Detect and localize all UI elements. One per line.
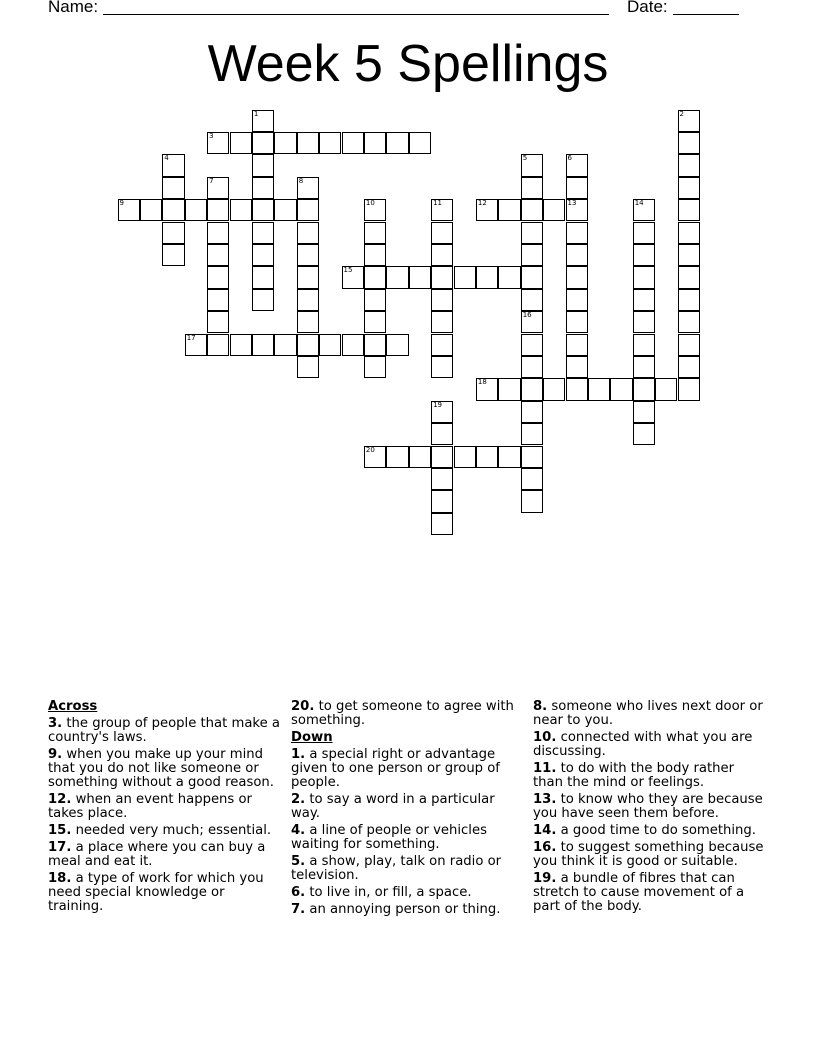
- crossword-cell[interactable]: [521, 154, 543, 176]
- crossword-cell[interactable]: [185, 199, 207, 221]
- clue-number: 7.: [291, 902, 306, 917]
- clue-number: 18.: [48, 871, 72, 886]
- crossword-cell[interactable]: [274, 199, 296, 221]
- down-clue: [533, 824, 765, 838]
- crossword-cell[interactable]: [633, 423, 655, 445]
- crossword-cell[interactable]: [297, 132, 319, 154]
- crossword-cell[interactable]: [610, 378, 632, 400]
- crossword-cell[interactable]: [431, 199, 453, 221]
- crossword-cell[interactable]: [431, 446, 453, 468]
- crossword-cell[interactable]: [431, 266, 453, 288]
- crossword-cell[interactable]: [252, 110, 274, 132]
- clue-number: 3: [209, 131, 214, 140]
- crossword-cell[interactable]: [521, 311, 543, 333]
- crossword-cell[interactable]: [386, 446, 408, 468]
- crossword-cell[interactable]: [566, 378, 588, 400]
- clue-number: 13: [567, 199, 577, 208]
- crossword-cell[interactable]: [207, 132, 229, 154]
- crossword-cell[interactable]: [409, 446, 431, 468]
- crossword-cell[interactable]: [454, 446, 476, 468]
- crossword-cell[interactable]: [252, 132, 274, 154]
- clue-text: when an event happens or takes place.: [48, 792, 252, 821]
- crossword-cell[interactable]: [521, 244, 543, 266]
- crossword-cell[interactable]: [521, 401, 543, 423]
- clue-text: someone who lives next door or near to you.: [533, 699, 763, 728]
- clue-text: a good time to do something.: [556, 823, 756, 838]
- down-clue-list: [291, 748, 523, 917]
- crossword-cell[interactable]: [566, 154, 588, 176]
- crossword-cell[interactable]: [678, 154, 700, 176]
- crossword-cell[interactable]: [364, 266, 386, 288]
- across-clue-list: [48, 717, 280, 914]
- clue-text: connected with what you are discussing.: [533, 730, 753, 759]
- crossword-cell[interactable]: [297, 244, 319, 266]
- crossword-cell[interactable]: [409, 132, 431, 154]
- clues-column-2: [291, 700, 523, 920]
- clue-text: to get someone to agree with something.: [291, 699, 514, 728]
- clue-number: 5: [522, 154, 528, 163]
- clue-text: the group of people that make a country's laws.: [48, 716, 280, 745]
- clue-number: 13.: [533, 792, 557, 807]
- crossword-cell[interactable]: [230, 199, 252, 221]
- down-clue: [291, 793, 523, 821]
- crossword-cell[interactable]: [588, 378, 610, 400]
- crossword-cell[interactable]: [252, 266, 274, 288]
- crossword-cell[interactable]: [207, 244, 229, 266]
- crossword-cell[interactable]: [566, 266, 588, 288]
- down-clue: [533, 731, 765, 759]
- crossword-cell[interactable]: [162, 222, 184, 244]
- crossword-cell[interactable]: [543, 378, 565, 400]
- crossword-cell[interactable]: [185, 334, 207, 356]
- crossword-cell[interactable]: [274, 132, 296, 154]
- crossword-cell[interactable]: [521, 423, 543, 445]
- down-clue: [291, 886, 523, 900]
- clues-column-1: [48, 700, 280, 917]
- crossword-cell[interactable]: [566, 199, 588, 221]
- crossword-cell[interactable]: [252, 289, 274, 311]
- crossword-cell[interactable]: [431, 244, 453, 266]
- crossword-cell[interactable]: [678, 110, 700, 132]
- crossword-cell[interactable]: [566, 334, 588, 356]
- date-label: Date:: [627, 0, 668, 16]
- clue-number: 11: [433, 199, 443, 208]
- crossword-cell[interactable]: [566, 311, 588, 333]
- crossword-cell[interactable]: [364, 199, 386, 221]
- down-clue: [291, 903, 523, 917]
- crossword-cell[interactable]: [230, 334, 252, 356]
- crossword-cell[interactable]: [207, 289, 229, 311]
- clue-number: 6.: [291, 885, 306, 900]
- crossword-cell[interactable]: [543, 199, 565, 221]
- crossword-cell[interactable]: [364, 356, 386, 378]
- crossword-cell[interactable]: [207, 222, 229, 244]
- crossword-cell[interactable]: [274, 334, 296, 356]
- crossword-cell[interactable]: [162, 199, 184, 221]
- crossword-cell[interactable]: [364, 311, 386, 333]
- crossword-cell[interactable]: [454, 266, 476, 288]
- crossword-cell[interactable]: [207, 266, 229, 288]
- crossword-cell[interactable]: [633, 378, 655, 400]
- crossword-cell[interactable]: [252, 222, 274, 244]
- crossword-cell[interactable]: [431, 401, 453, 423]
- crossword-cell[interactable]: [498, 378, 520, 400]
- crossword-cell[interactable]: [633, 356, 655, 378]
- crossword-cell[interactable]: [431, 356, 453, 378]
- crossword-cell[interactable]: [678, 334, 700, 356]
- page-title: Week 5 Spellings: [207, 35, 609, 93]
- clue-text: to do with the body rather than the mind or feelings.: [533, 761, 735, 790]
- clue-number: 9.: [48, 747, 63, 762]
- crossword-cell[interactable]: [342, 132, 364, 154]
- crossword-cell[interactable]: [633, 199, 655, 221]
- crossword-cell[interactable]: [633, 311, 655, 333]
- crossword-cell[interactable]: [678, 177, 700, 199]
- crossword-cell[interactable]: [386, 334, 408, 356]
- crossword-cell[interactable]: [678, 356, 700, 378]
- down-clue: [533, 793, 765, 821]
- clue-number: 1: [253, 109, 259, 118]
- across-clue: [48, 793, 280, 821]
- crossword-cell[interactable]: [431, 334, 453, 356]
- crossword-cell[interactable]: [297, 199, 319, 221]
- clue-text: a place where you can buy a meal and eat it.: [48, 840, 266, 869]
- crossword-cell[interactable]: [678, 311, 700, 333]
- clue-number: 3.: [48, 716, 63, 731]
- crossword-cell[interactable]: [521, 222, 543, 244]
- crossword-cell[interactable]: [566, 289, 588, 311]
- crossword-cell[interactable]: [207, 199, 229, 221]
- crossword-cell[interactable]: [633, 244, 655, 266]
- down-clue: [533, 872, 765, 914]
- clue-number: 18: [477, 378, 487, 387]
- crossword-cell[interactable]: [476, 378, 498, 400]
- clue-number: 1.: [291, 747, 306, 762]
- crossword-cell[interactable]: [521, 356, 543, 378]
- across-clue: [48, 824, 280, 838]
- crossword-cell[interactable]: [633, 289, 655, 311]
- clue-text: a type of work for which you need special knowledge or training.: [48, 871, 264, 914]
- crossword-cell[interactable]: [633, 401, 655, 423]
- clue-text: to suggest something because you think it is good or suitable.: [533, 840, 764, 869]
- across-heading: Across: [48, 699, 98, 714]
- crossword-cell[interactable]: [364, 446, 386, 468]
- clue-number: 2.: [291, 792, 306, 807]
- crossword-cell[interactable]: [678, 378, 700, 400]
- clue-text: to know who they are because you have seen them before.: [533, 792, 763, 821]
- crossword-cell[interactable]: [297, 222, 319, 244]
- clue-number: 10.: [533, 730, 557, 745]
- crossword-cell[interactable]: [521, 378, 543, 400]
- crossword-cell[interactable]: [342, 334, 364, 356]
- crossword-cell[interactable]: [476, 266, 498, 288]
- crossword-cell[interactable]: [297, 266, 319, 288]
- crossword-cell[interactable]: [566, 177, 588, 199]
- clue-text: needed very much; essential.: [71, 823, 272, 838]
- crossword-cell[interactable]: [364, 244, 386, 266]
- crossword-cell[interactable]: [521, 266, 543, 288]
- across-clue-list-continued: [291, 700, 523, 728]
- crossword-cell[interactable]: [297, 177, 319, 199]
- crossword-cell[interactable]: [364, 289, 386, 311]
- crossword-cell[interactable]: [521, 289, 543, 311]
- name-label: Name:: [48, 0, 99, 16]
- crossword-cell[interactable]: [678, 289, 700, 311]
- crossword-cell[interactable]: [207, 177, 229, 199]
- clue-number: 6: [567, 154, 572, 163]
- crossword-cell[interactable]: [319, 334, 341, 356]
- crossword-cell[interactable]: [319, 132, 341, 154]
- crossword-cell[interactable]: [498, 446, 520, 468]
- crossword-cell[interactable]: [297, 289, 319, 311]
- crossword-cell[interactable]: [521, 468, 543, 490]
- crossword-cell[interactable]: [431, 513, 453, 535]
- clue-number: 15.: [48, 823, 72, 838]
- down-heading: Down: [291, 730, 333, 745]
- across-clue: [291, 700, 523, 728]
- crossword-cell[interactable]: [162, 244, 184, 266]
- down-clue: [291, 824, 523, 852]
- clue-number: 20: [365, 445, 375, 454]
- crossword-cell[interactable]: [386, 132, 408, 154]
- clue-number: 17.: [48, 840, 72, 855]
- crossword-cell[interactable]: [431, 289, 453, 311]
- crossword-cell[interactable]: [386, 266, 408, 288]
- clue-number: 12.: [48, 792, 72, 807]
- crossword-cell[interactable]: [140, 199, 162, 221]
- clues-column-3: [533, 700, 765, 917]
- clue-number: 4.: [291, 823, 306, 838]
- clue-text: to live in, or fill, a space.: [305, 885, 472, 900]
- crossword-cell[interactable]: [162, 154, 184, 176]
- clue-number: 5.: [291, 854, 306, 869]
- crossword-cell[interactable]: [678, 244, 700, 266]
- clue-number: 16.: [533, 840, 557, 855]
- crossword-cell[interactable]: [230, 132, 252, 154]
- clue-number: 8: [298, 176, 304, 185]
- crossword-cell[interactable]: [431, 311, 453, 333]
- crossword-cell[interactable]: [252, 244, 274, 266]
- clue-number: 19: [433, 400, 443, 409]
- crossword-cell[interactable]: [364, 132, 386, 154]
- clue-text: a show, play, talk on radio or television.: [291, 854, 502, 883]
- crossword-cell[interactable]: [431, 222, 453, 244]
- clue-number: 17: [186, 333, 196, 342]
- crossword-cell[interactable]: [633, 222, 655, 244]
- crossword-cell[interactable]: [431, 423, 453, 445]
- crossword-cell[interactable]: [655, 378, 677, 400]
- crossword-cell[interactable]: [498, 266, 520, 288]
- down-clue-list-continued: [533, 700, 765, 914]
- down-clue: [533, 700, 765, 728]
- crossword-cell[interactable]: [498, 199, 520, 221]
- clue-number: 8.: [533, 699, 548, 714]
- across-clue: [48, 872, 280, 914]
- crossword-cell[interactable]: [566, 222, 588, 244]
- crossword-cell[interactable]: [521, 446, 543, 468]
- clue-number: 12: [477, 199, 487, 208]
- crossword-cell[interactable]: [633, 334, 655, 356]
- across-clue: [48, 841, 280, 869]
- clue-number: 19.: [533, 871, 557, 886]
- crossword-cell[interactable]: [252, 154, 274, 176]
- crossword-cell[interactable]: [678, 266, 700, 288]
- clue-text: to say a word in a particular way.: [291, 792, 495, 821]
- crossword-cell[interactable]: [364, 334, 386, 356]
- clue-text: a line of people or vehicles waiting for something.: [291, 823, 487, 852]
- crossword-cell[interactable]: [409, 266, 431, 288]
- crossword-cell[interactable]: [476, 199, 498, 221]
- across-clue: [48, 748, 280, 790]
- clue-number: 10: [365, 199, 375, 208]
- clue-number: 14: [634, 199, 644, 208]
- clue-number: 4: [164, 154, 169, 163]
- crossword-cell[interactable]: [207, 311, 229, 333]
- clue-number: 2: [679, 109, 684, 118]
- down-clue: [291, 748, 523, 790]
- crossword-cell[interactable]: [476, 446, 498, 468]
- crossword-cell[interactable]: [342, 266, 364, 288]
- crossword-cell[interactable]: [521, 199, 543, 221]
- crossword-cell[interactable]: [162, 177, 184, 199]
- crossword-cell[interactable]: [297, 311, 319, 333]
- crossword-cell[interactable]: [678, 199, 700, 221]
- crossword-cell[interactable]: [431, 490, 453, 512]
- crossword-cell[interactable]: [566, 356, 588, 378]
- crossword-cell[interactable]: [364, 222, 386, 244]
- clue-text: a bundle of fibres that can stretch to cause movement of a part of the body.: [533, 871, 745, 914]
- crossword-cell[interactable]: [566, 244, 588, 266]
- down-clue: [533, 762, 765, 790]
- crossword-cell[interactable]: [118, 199, 140, 221]
- crossword-cell[interactable]: [678, 132, 700, 154]
- crossword-cell[interactable]: [297, 334, 319, 356]
- clue-number: 7: [209, 176, 214, 185]
- clue-number: 16: [522, 311, 532, 320]
- clue-number: 14.: [533, 823, 557, 838]
- crossword-cell[interactable]: [521, 490, 543, 512]
- clue-number: 20.: [291, 699, 315, 714]
- crossword-cell[interactable]: [678, 222, 700, 244]
- clue-number: 9: [119, 199, 124, 208]
- crossword-cell[interactable]: [633, 266, 655, 288]
- crossword-cell[interactable]: [521, 334, 543, 356]
- clue-text: an annoying person or thing.: [305, 902, 501, 917]
- clue-text: a special right or advantage given to one person or group of people.: [291, 747, 500, 790]
- crossword-cell[interactable]: [431, 468, 453, 490]
- crossword-cell[interactable]: [521, 177, 543, 199]
- down-clue: [533, 841, 765, 869]
- crossword-cell[interactable]: [252, 334, 274, 356]
- crossword-cell[interactable]: [252, 199, 274, 221]
- crossword-cell[interactable]: [207, 334, 229, 356]
- crossword-cell[interactable]: [252, 177, 274, 199]
- clue-number: 15: [343, 266, 353, 275]
- clue-text: when you make up your mind that you do not like someone or something without a good reason.: [48, 747, 274, 790]
- down-clue: [291, 855, 523, 883]
- clue-number: 11.: [533, 761, 557, 776]
- crossword-cell[interactable]: [297, 356, 319, 378]
- across-clue: [48, 717, 280, 745]
